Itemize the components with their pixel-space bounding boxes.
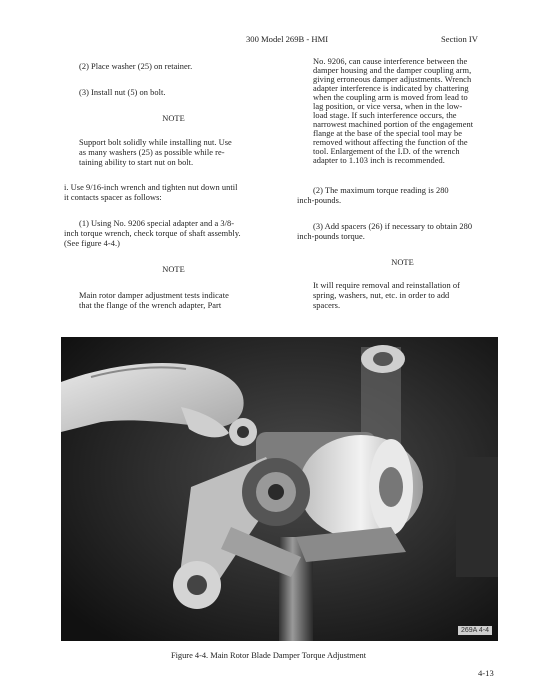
right-step-2-line-1: (2) The maximum torque reading is 280 bbox=[313, 186, 449, 195]
right-step-2-line-2: inch-pounds. bbox=[297, 196, 342, 205]
note-2-title: NOTE bbox=[162, 265, 185, 274]
figure-caption: Figure 4-4. Main Rotor Blade Damper Torque Adjustment bbox=[170, 651, 367, 660]
step-3-install-nut: (3) Install nut (5) on bolt. bbox=[79, 88, 166, 97]
running-header: 300 Model 269B - HMI bbox=[246, 34, 329, 44]
continued-line-11: tool. Enlargement of the I.D. of the wrench bbox=[313, 147, 460, 156]
step-2-place-washer: (2) Place washer (25) on retainer. bbox=[79, 62, 193, 71]
note-3-line-3: spacers. bbox=[313, 301, 341, 310]
step-i-1-line-2: inch torque wrench, check torque of shaft assembly. bbox=[64, 229, 241, 238]
section-label: Section IV bbox=[441, 34, 478, 44]
right-step-3-line-2: inch-pounds torque. bbox=[297, 232, 365, 241]
step-i-line-1: i. Use 9/16-inch wrench and tighten nut down until bbox=[64, 183, 238, 192]
note-2-line-2: that the flange of the wrench adapter, Part bbox=[79, 301, 222, 310]
continued-line-12: adapter to 1.103 inch is recommended. bbox=[313, 156, 445, 165]
note-1-line-2: as many washers (25) as possible while re- bbox=[79, 148, 225, 157]
page-number: 4-13 bbox=[478, 668, 494, 678]
note-3-title: NOTE bbox=[391, 258, 414, 267]
right-step-3-line-1: (3) Add spacers (26) if necessary to obtain 280 bbox=[313, 222, 473, 231]
step-i-1-line-3: (See figure 4-4.) bbox=[64, 239, 120, 248]
continued-line-3: giving erroneous damper adjustments. Wrench bbox=[313, 75, 472, 84]
continued-line-1: No. 9206, can cause interference between the bbox=[313, 57, 468, 66]
continued-line-10: removed without affecting the function of the bbox=[313, 138, 468, 147]
figure-tag: 269A 4-4 bbox=[458, 626, 492, 635]
continued-line-4: adapter interference is indicated by chattering bbox=[313, 84, 469, 93]
note-2-line-1: Main rotor damper adjustment tests indicate bbox=[79, 291, 229, 300]
continued-line-2: damper housing and the damper coupling arm, bbox=[313, 66, 472, 75]
continued-line-8: narrowest machined portion of the engagement bbox=[313, 120, 474, 129]
step-i-1-line-1: (1) Using No. 9206 special adapter and a 3/8- bbox=[79, 219, 235, 228]
continued-line-7: load stage. If such interference occurs, the bbox=[313, 111, 457, 120]
note-1-line-3: taining ability to start nut on bolt. bbox=[79, 158, 194, 167]
continued-line-5: when the coupling arm is moved from lead to bbox=[313, 93, 468, 102]
step-i-line-2: it contacts spacer as follows: bbox=[64, 193, 162, 202]
figure-4-4-photo bbox=[61, 337, 498, 641]
note-1-title: NOTE bbox=[162, 114, 185, 123]
note-3-line-1: It will require removal and reinstallation of bbox=[313, 281, 460, 290]
note-3-line-2: spring, washers, nut, etc. in order to add bbox=[313, 291, 450, 300]
continued-line-9: flange at the base of the special tool may be bbox=[313, 129, 462, 138]
continued-line-6: lag position, or vice versa, when in the low- bbox=[313, 102, 463, 111]
note-1-line-1: Support bolt solidly while installing nut. Use bbox=[79, 138, 232, 147]
